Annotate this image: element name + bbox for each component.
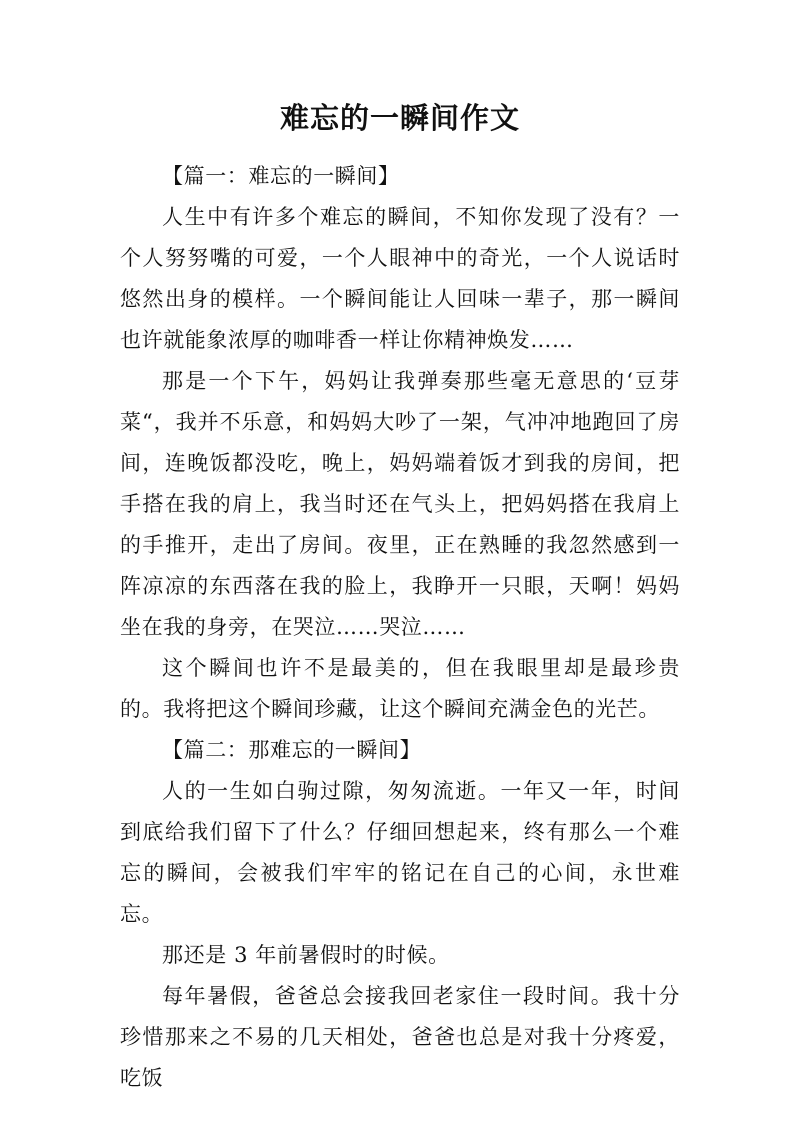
paragraph: 每年暑假，爸爸总会接我回老家住一段时间。我十分珍惜那来之不易的几天相处，爸爸也总是对我十分疼爱，吃饭 — [120, 984, 680, 1090]
paragraph: 人生中有许多个难忘的瞬间，不知你发现了没有？一个人努努嘴的可爱，一个人眼神中的奇光，一个人说话时悠然出身的模样。一个瞬间能让人回味一辈子，那一瞬间也许就能象浓厚的咖啡香一样让你精神焕发…… — [120, 205, 680, 352]
section-heading-2: 【篇二：那难忘的一瞬间】 — [162, 738, 422, 762]
paragraph: 那是一个下午，妈妈让我弹奏那些毫无意思的‘豆芽菜“，我并不乐意，和妈妈大吵了一架，气冲冲地跑回了房间，连晚饭都没吃，晚上，妈妈端着饭才到我的房间，把手搭在我的肩上，我当时还在气头上，把妈妈搭在我肩上的手推开，走出了房间。夜里，正在熟睡的我忽然感到一阵凉凉的东西落在我的脸上，我睁开一只眼，天啊！妈妈坐在我的身旁，在哭泣……哭泣…… — [120, 369, 680, 639]
document-title: 难忘的一瞬间作文 — [279, 101, 520, 135]
document-body — [120, 156, 680, 1099]
paragraph: 人的一生如白驹过隙，匆匆流逝。一年又一年，时间到底给我们留下了什么？仔细回想起来，终有那么一个难忘的瞬间，会被我们牢牢的铭记在自己的心间，永世难忘。 — [120, 779, 680, 926]
section-heading-1: 【篇一：难忘的一瞬间】 — [162, 164, 400, 188]
paragraph: 那还是 3 年前暑假时的时候。 — [162, 943, 450, 967]
paragraph: 这个瞬间也许不是最美的，但在我眼里却是最珍贵的。我将把这个瞬间珍藏，让这个瞬间充满金色的光芒。 — [120, 656, 680, 721]
